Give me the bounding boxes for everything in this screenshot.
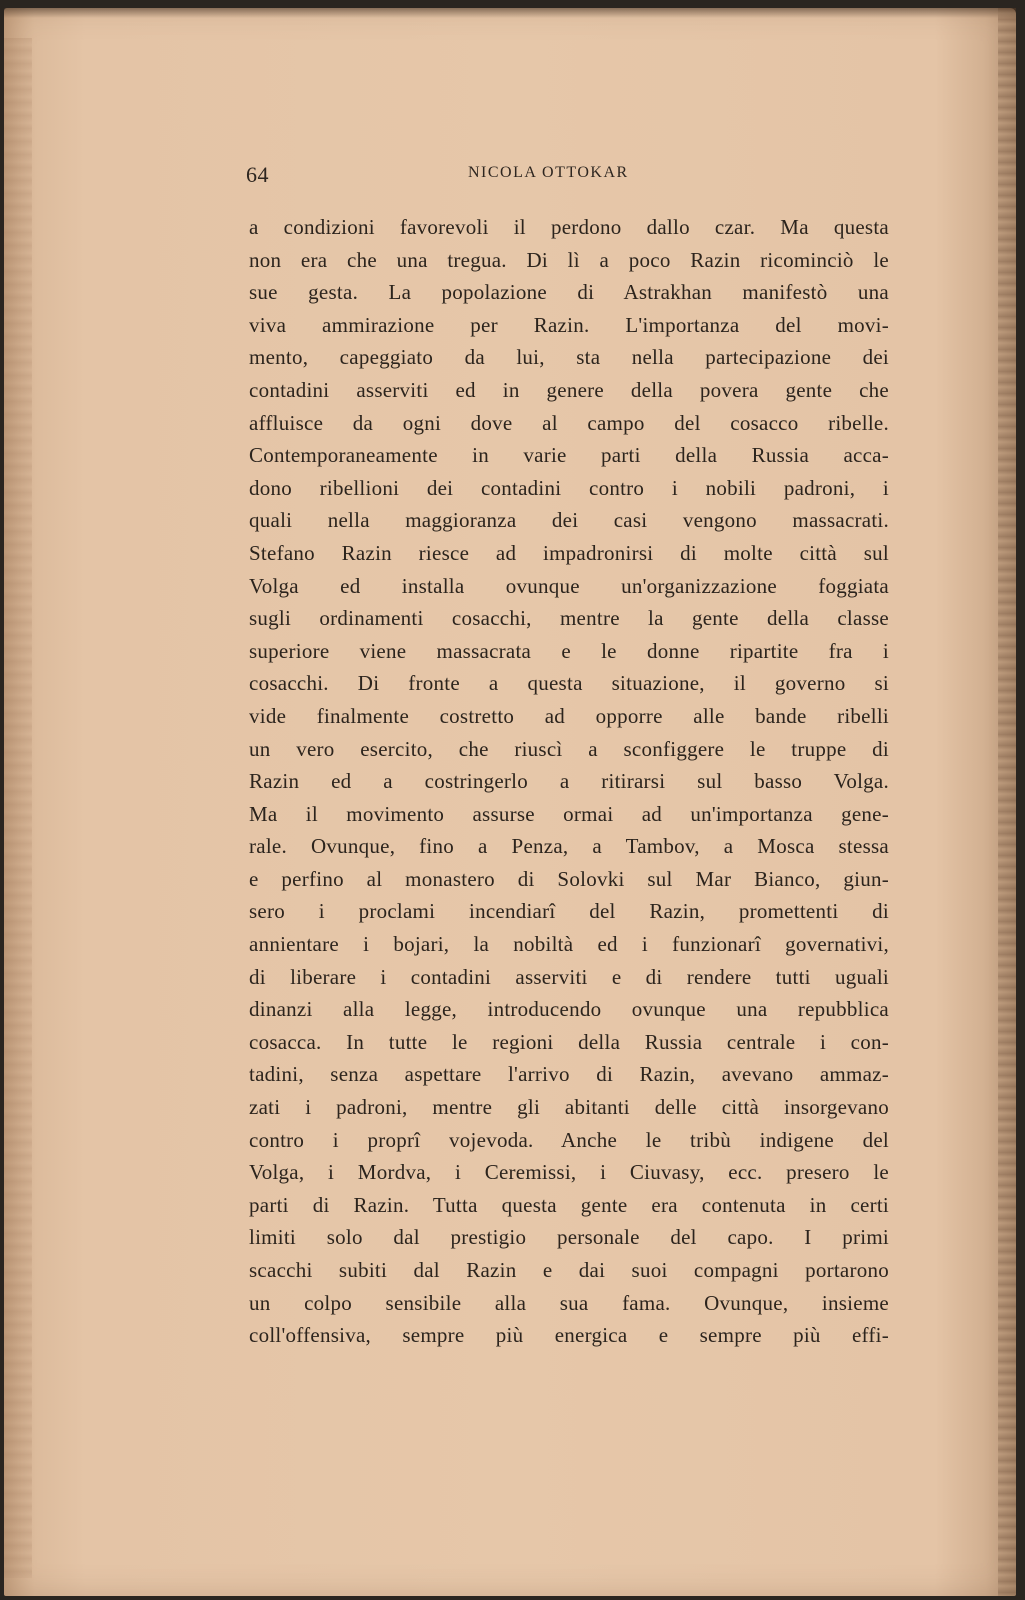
text-line: e perfino al monastero di Solovki sul Mar Bianco, giun-: [249, 866, 889, 891]
text-line: Ma il movimento assurse ormai ad un'importanza gene-: [249, 801, 889, 826]
text-line: Volga, i Mordva, i Ceremissi, i Ciuvasy, ecc. presero le: [249, 1160, 889, 1185]
text-line: Contemporaneamente in varie parti della Russia acca-: [249, 443, 889, 468]
text-line: un vero esercito, che riuscì a sconfiggere le truppe di: [249, 736, 889, 761]
text-line: Volga ed installa ovunque un'organizzazione foggiata: [249, 573, 889, 598]
text-line: coll'offensiva, sempre più energica e sempre più effi-: [249, 1323, 889, 1348]
text-line: a condizioni favorevoli il perdono dallo czar. Ma questa: [249, 215, 889, 239]
text-line: annientare i bojari, la nobiltà ed i funzionarî governativi,: [249, 932, 889, 957]
text-line: mento, capeggiato da lui, sta nella partecipazione dei: [249, 345, 889, 370]
text-line: tadini, senza aspettare l'arrivo di Razin, avevano ammaz-: [249, 1062, 889, 1087]
text-line: vide finalmente costretto ad opporre alle bande ribelli: [249, 703, 889, 728]
text-line: parti di Razin. Tutta questa gente era contenuta in certi: [249, 1192, 889, 1217]
body-text: [249, 211, 889, 1352]
text-line: sugli ordinamenti cosacchi, mentre la gente della classe: [249, 606, 889, 631]
text-line: dono ribellioni dei contadini contro i nobili padroni, i: [249, 475, 889, 500]
text-line: Razin ed a costringerlo a ritirarsi sul basso Volga.: [249, 769, 889, 794]
text-line: affluisce da ogni dove al campo del cosacco ribelle.: [249, 410, 889, 435]
text-line: viva ammirazione per Razin. L'importanza del movi-: [249, 312, 889, 337]
text-line: cosacchi. Di fronte a questa situazione, il governo si: [249, 671, 889, 696]
text-line: sue gesta. La popolazione di Astrakhan manifestò una: [249, 280, 889, 305]
page-right-edge: [998, 8, 1016, 1596]
text-line: superiore viene massacrata e le donne ripartite fra i: [249, 638, 889, 663]
text-line: di liberare i contadini asserviti e di rendere tutti uguali: [249, 964, 889, 989]
page-number: 64: [246, 162, 269, 187]
text-line: limiti solo dal prestigio personale del capo. I primi: [249, 1225, 889, 1250]
text-line: cosacca. In tutte le regioni della Russia centrale i con-: [249, 1029, 889, 1054]
text-line: quali nella maggioranza dei casi vengono massacrati.: [249, 508, 889, 533]
text-line: non era che una tregua. Di lì a poco Razin ricominciò le: [249, 247, 889, 272]
running-head: NICOLA OTTOKAR: [468, 164, 629, 181]
text-line: scacchi subiti dal Razin e dai suoi compagni portarono: [249, 1258, 889, 1282]
text-line: dinanzi alla legge, introducendo ovunque una repubblica: [249, 997, 889, 1022]
text-line: contadini asserviti ed in genere della povera gente che: [249, 377, 889, 402]
text-line: contro i proprî vojevoda. Anche le tribù indigene del: [249, 1127, 889, 1152]
text-line: un colpo sensibile alla sua fama. Ovunque, insieme: [249, 1290, 889, 1315]
page-left-edge: [4, 38, 32, 1578]
page-header: [246, 162, 896, 192]
page-top-edge: [4, 8, 1016, 18]
text-line: zati i padroni, mentre gli abitanti delle città insorgevano: [249, 1095, 889, 1120]
text-line: Stefano Razin riesce ad impadronirsi di molte città sul: [249, 540, 889, 565]
text-line: rale. Ovunque, fino a Penza, a Tambov, a Mosca stessa: [249, 834, 889, 859]
text-line: sero i proclami incendiarî del Razin, promettenti di: [249, 899, 889, 924]
